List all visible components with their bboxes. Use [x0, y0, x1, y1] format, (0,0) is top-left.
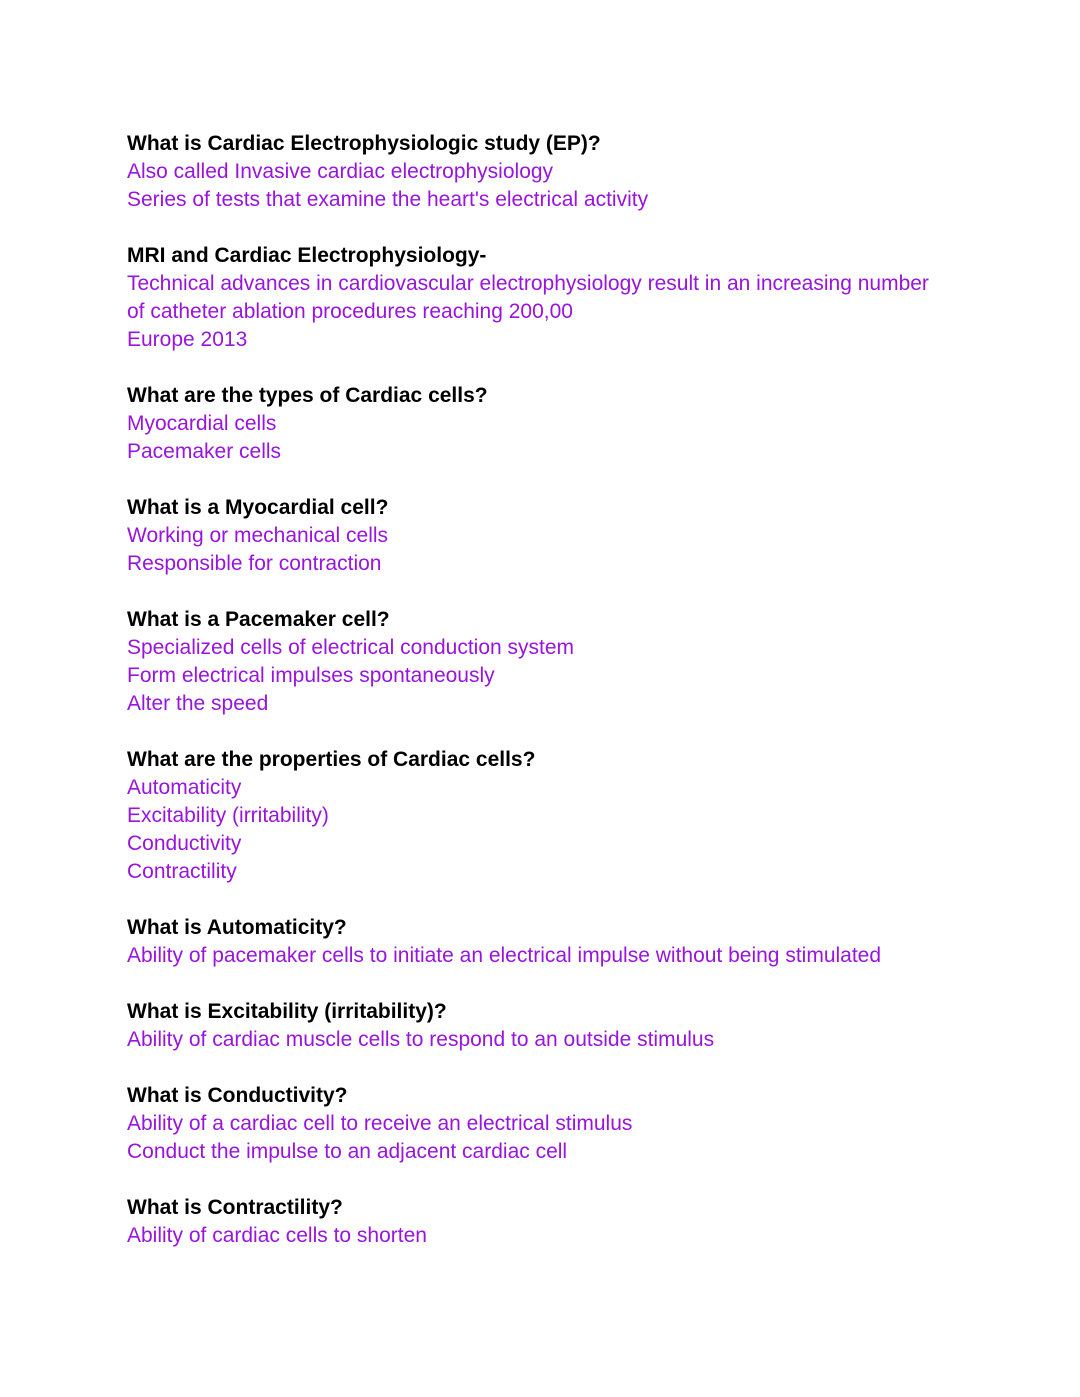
answer-line: Series of tests that examine the heart's electrical activity [127, 188, 649, 211]
answer-line: Contractility [127, 860, 237, 883]
answer-line: Form electrical impulses spontaneously [127, 664, 495, 687]
flashcard [127, 382, 939, 466]
question-text: What are the types of Cardiac cells? [127, 384, 488, 407]
flashcard [127, 242, 939, 354]
answer-line: Also called Invasive cardiac electrophysiology [127, 160, 554, 183]
answer-line: Ability of a cardiac cell to receive an electrical stimulus [127, 1112, 633, 1135]
flashcard [127, 746, 939, 886]
question-text: What is a Myocardial cell? [127, 496, 389, 519]
answer-line: Technical advances in cardiovascular electrophysiology result in an increasing number of catheter ablation procedures reaching 200,00 [127, 272, 929, 323]
answer-line: Ability of cardiac muscle cells to respond to an outside stimulus [127, 1028, 715, 1051]
answer-line: Pacemaker cells [127, 440, 282, 463]
answer-line: Conductivity [127, 832, 242, 855]
answer-line: Conduct the impulse to an adjacent cardiac cell [127, 1140, 568, 1163]
answer-line: Specialized cells of electrical conduction system [127, 636, 575, 659]
question-text: What are the properties of Cardiac cells? [127, 748, 536, 771]
flashcard [127, 494, 939, 578]
answer-line: Alter the speed [127, 692, 269, 715]
question-text: What is a Pacemaker cell? [127, 608, 390, 631]
answer-line: Working or mechanical cells [127, 524, 389, 547]
flashcard [127, 914, 939, 970]
answer-line: Ability of pacemaker cells to initiate an electrical impulse without being stimulated [127, 944, 882, 967]
question-text: What is Contractility? [127, 1196, 343, 1219]
question-text: What is Cardiac Electrophysiologic study (EP)? [127, 132, 601, 155]
flashcard [127, 1082, 939, 1166]
flashcard-list [127, 130, 939, 1250]
question-text: What is Conductivity? [127, 1084, 348, 1107]
answer-line: Ability of cardiac cells to shorten [127, 1224, 427, 1247]
flashcard [127, 1194, 939, 1250]
answer-line: Excitability (irritability) [127, 804, 329, 827]
question-text: What is Automaticity? [127, 916, 347, 939]
flashcard [127, 606, 939, 718]
answer-line: Automaticity [127, 776, 242, 799]
answer-line: Europe 2013 [127, 328, 248, 351]
answer-line: Responsible for contraction [127, 552, 382, 575]
flashcard [127, 130, 939, 214]
question-text: MRI and Cardiac Electrophysiology- [127, 244, 487, 267]
question-text: What is Excitability (irritability)? [127, 1000, 447, 1023]
answer-line: Myocardial cells [127, 412, 277, 435]
flashcard [127, 998, 939, 1054]
